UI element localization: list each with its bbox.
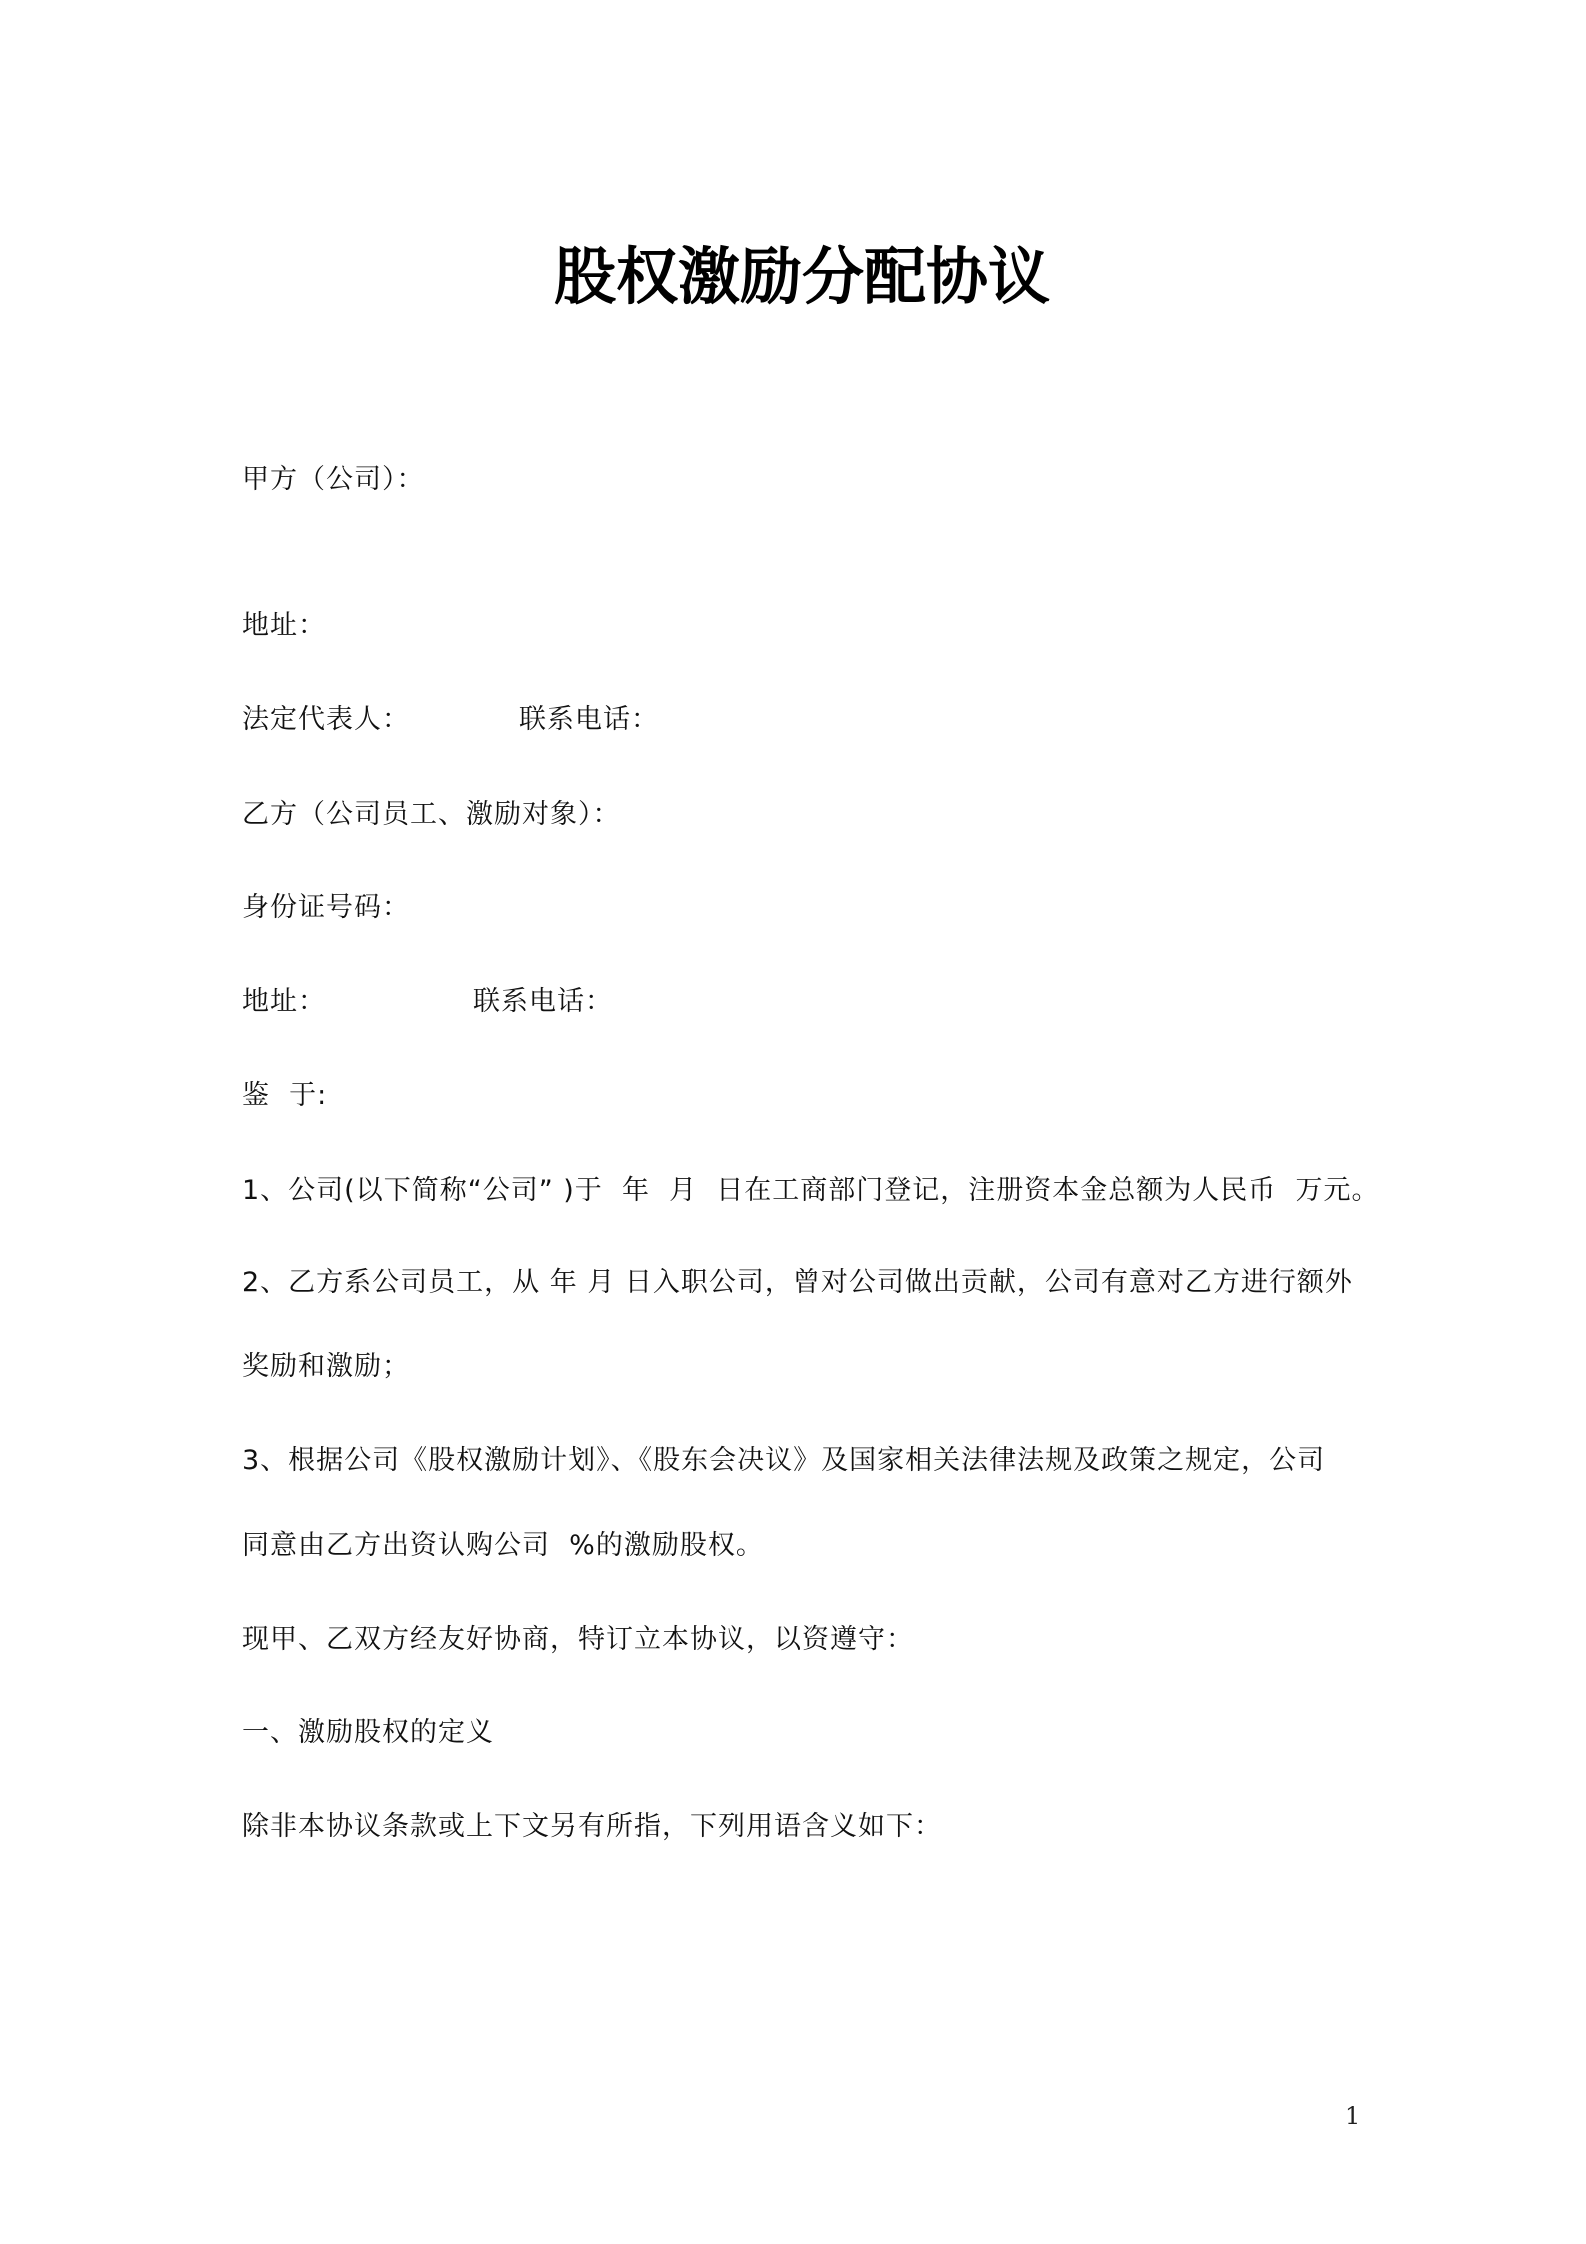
party-b-label: 乙方（公司员工、激励对象）： xyxy=(242,799,621,830)
whereas-item-line: 1、公司(以下简称“公司” )于 年 月 日在工商部门登记，注册资本金总额为人民币 万元。 xyxy=(242,1175,1380,1206)
page-number: 1 xyxy=(1345,2102,1361,2130)
party-a-label: 甲方（公司）： xyxy=(242,464,425,495)
section-1-intro: 除非本协议条款或上下文另有所指，下列用语含义如下： xyxy=(242,1811,942,1842)
party-b-phone-label: 联系电话： xyxy=(473,986,613,1017)
party-a-phone-label: 联系电话： xyxy=(519,704,659,735)
document-title: 股权激励分配协议 xyxy=(553,240,1050,313)
party-a-address-label: 地址： xyxy=(242,610,326,641)
agreement-intro: 现甲、乙双方经友好协商，特订立本协议，以资遵守： xyxy=(242,1624,914,1655)
whereas-item-line: 2、乙方系公司员工，从 年 月 日入职公司，曾对公司做出贡献，公司有意对乙方进行额外 xyxy=(242,1267,1353,1298)
section-1-heading: 一、激励股权的定义 xyxy=(242,1717,494,1748)
party-b-id-label: 身份证号码： xyxy=(242,892,410,923)
whereas-item-line: 同意由乙方出资认购公司 %的激励股权。 xyxy=(242,1530,764,1561)
party-b-address-label: 地址： xyxy=(242,986,326,1017)
whereas-item-line: 3、根据公司《股权激励计划》、《股东会决议》及国家相关法律法规及政策之规定，公司 xyxy=(242,1445,1326,1476)
party-a-legal-rep-label: 法定代表人： xyxy=(242,704,410,735)
whereas-item-line: 奖励和激励； xyxy=(242,1351,410,1382)
whereas-heading: 鉴 于: xyxy=(242,1080,328,1111)
